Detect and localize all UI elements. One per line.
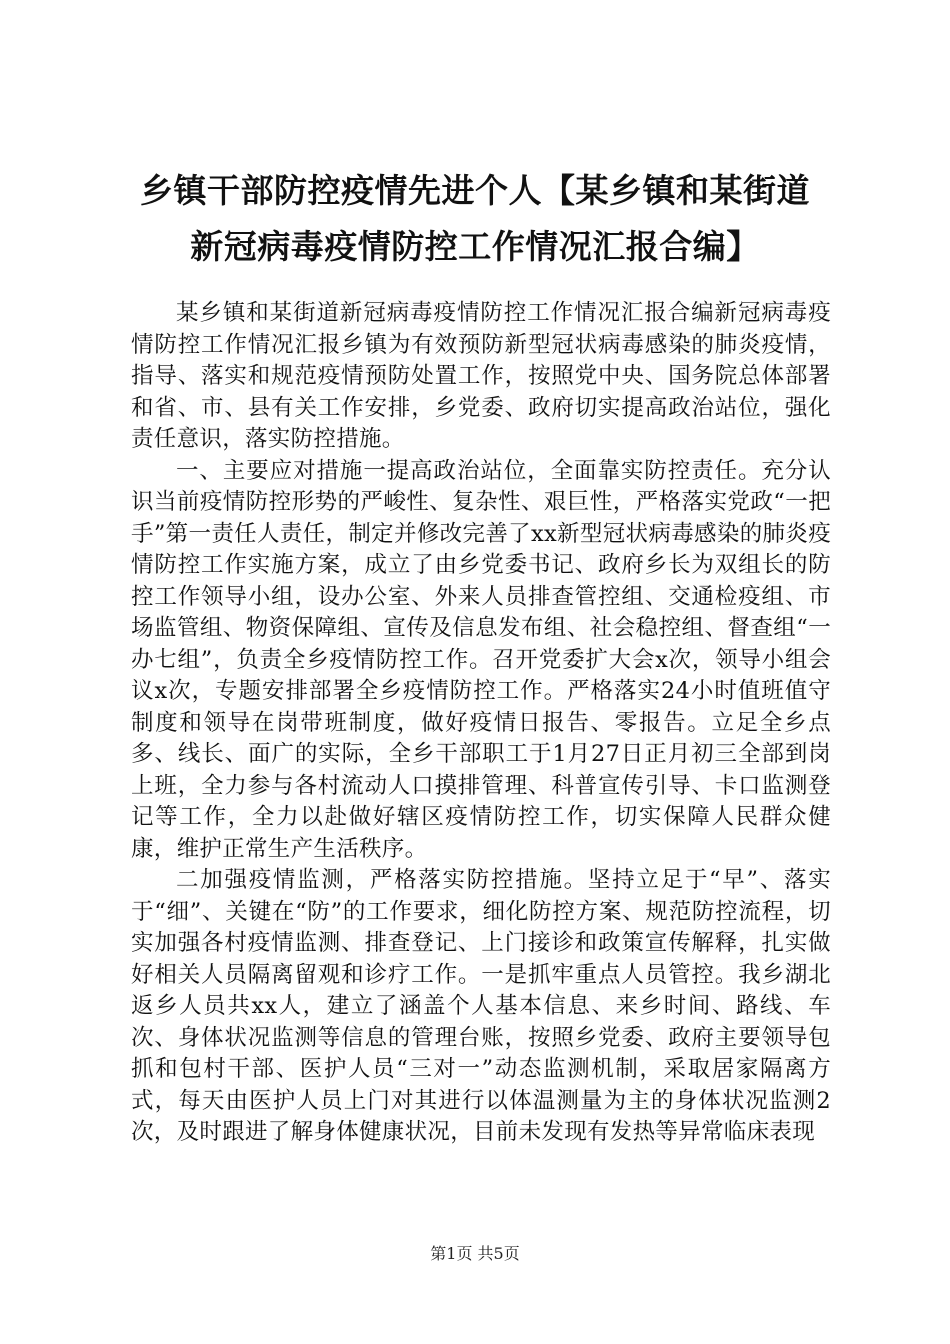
document-title xyxy=(100,163,850,275)
document-body xyxy=(131,298,831,1149)
paragraph-section-2: 二加强疫情监测，严格落实防控措施。坚持立足于“早”、落实于“细”、关键在“防”的工作要求，细化防控方案、规范防控流程，切实加强各村疫情监测、排查登记、上门接诊和政策宣传解释，扎实做好相关人员隔离留观和诊疗工作。一是抓牢重点人员管控。我乡湖北返乡人员共xx人，建立了涵盖个人基本信息、来乡时间、路线、车次、身体状况监测等信息的管理台账，按照乡党委、政府主要领导包抓和包村干部、医护人员“三对一”动态监测机制，采取居家隔离方式，每天由医护人员上门对其进行以体温测量为主的身体状况监测2次，及时跟进了解身体健康状况，目前未发现有发热等异常临床表现 xyxy=(131,867,831,1145)
page-number-footer: 第1页 共5页 xyxy=(430,1244,520,1263)
paragraph-intro: 某乡镇和某街道新冠病毒疫情防控工作情况汇报合编新冠病毒疫情防控工作情况汇报乡镇为有效预防新型冠状病毒感染的肺炎疫情，指导、落实和规范疫情预防处置工作，按照党中央、国务院总体部署和省、市、县有关工作安排，乡党委、政府切实提高政治站位，强化责任意识，落实防控措施。 xyxy=(131,300,831,452)
paragraph-section-1: 一、主要应对措施一提高政治站位，全面靠实防控责任。充分认识当前疫情防控形势的严峻性、复杂性、艰巨性，严格落实党政“一把手”第一责任人责任，制定并修改完善了xx新型冠状病毒感染的肺炎疫情防控工作实施方案，成立了由乡党委书记、政府乡长为双组长的防控工作领导小组，设办公室、外来人员排查管控组、交通检疫组、市场监管组、物资保障组、宣传及信息发布组、社会稳控组、督查组“一办七组”，负责全乡疫情防控工作。召开党委扩大会x次，领导小组会议x次，专题安排部署全乡疫情防控工作。严格落实24小时值班值守制度和领导在岗带班制度，做好疫情日报告、零报告。立足全乡点多、线长、面广的实际，全乡干部职工于1月27日正月初三全部到岗上班，全力参与各村流动人口摸排管理、科普宣传引导、卡口监测登记等工作，全力以赴做好辖区疫情防控工作，切实保障人民群众健康，维护正常生产生活秩序。 xyxy=(131,457,831,862)
title-line-2: 新冠病毒疫情防控工作情况汇报合编】 xyxy=(190,227,760,266)
title-line-1: 乡镇干部防控疫情先进个人【某乡镇和某街道 xyxy=(140,171,810,210)
